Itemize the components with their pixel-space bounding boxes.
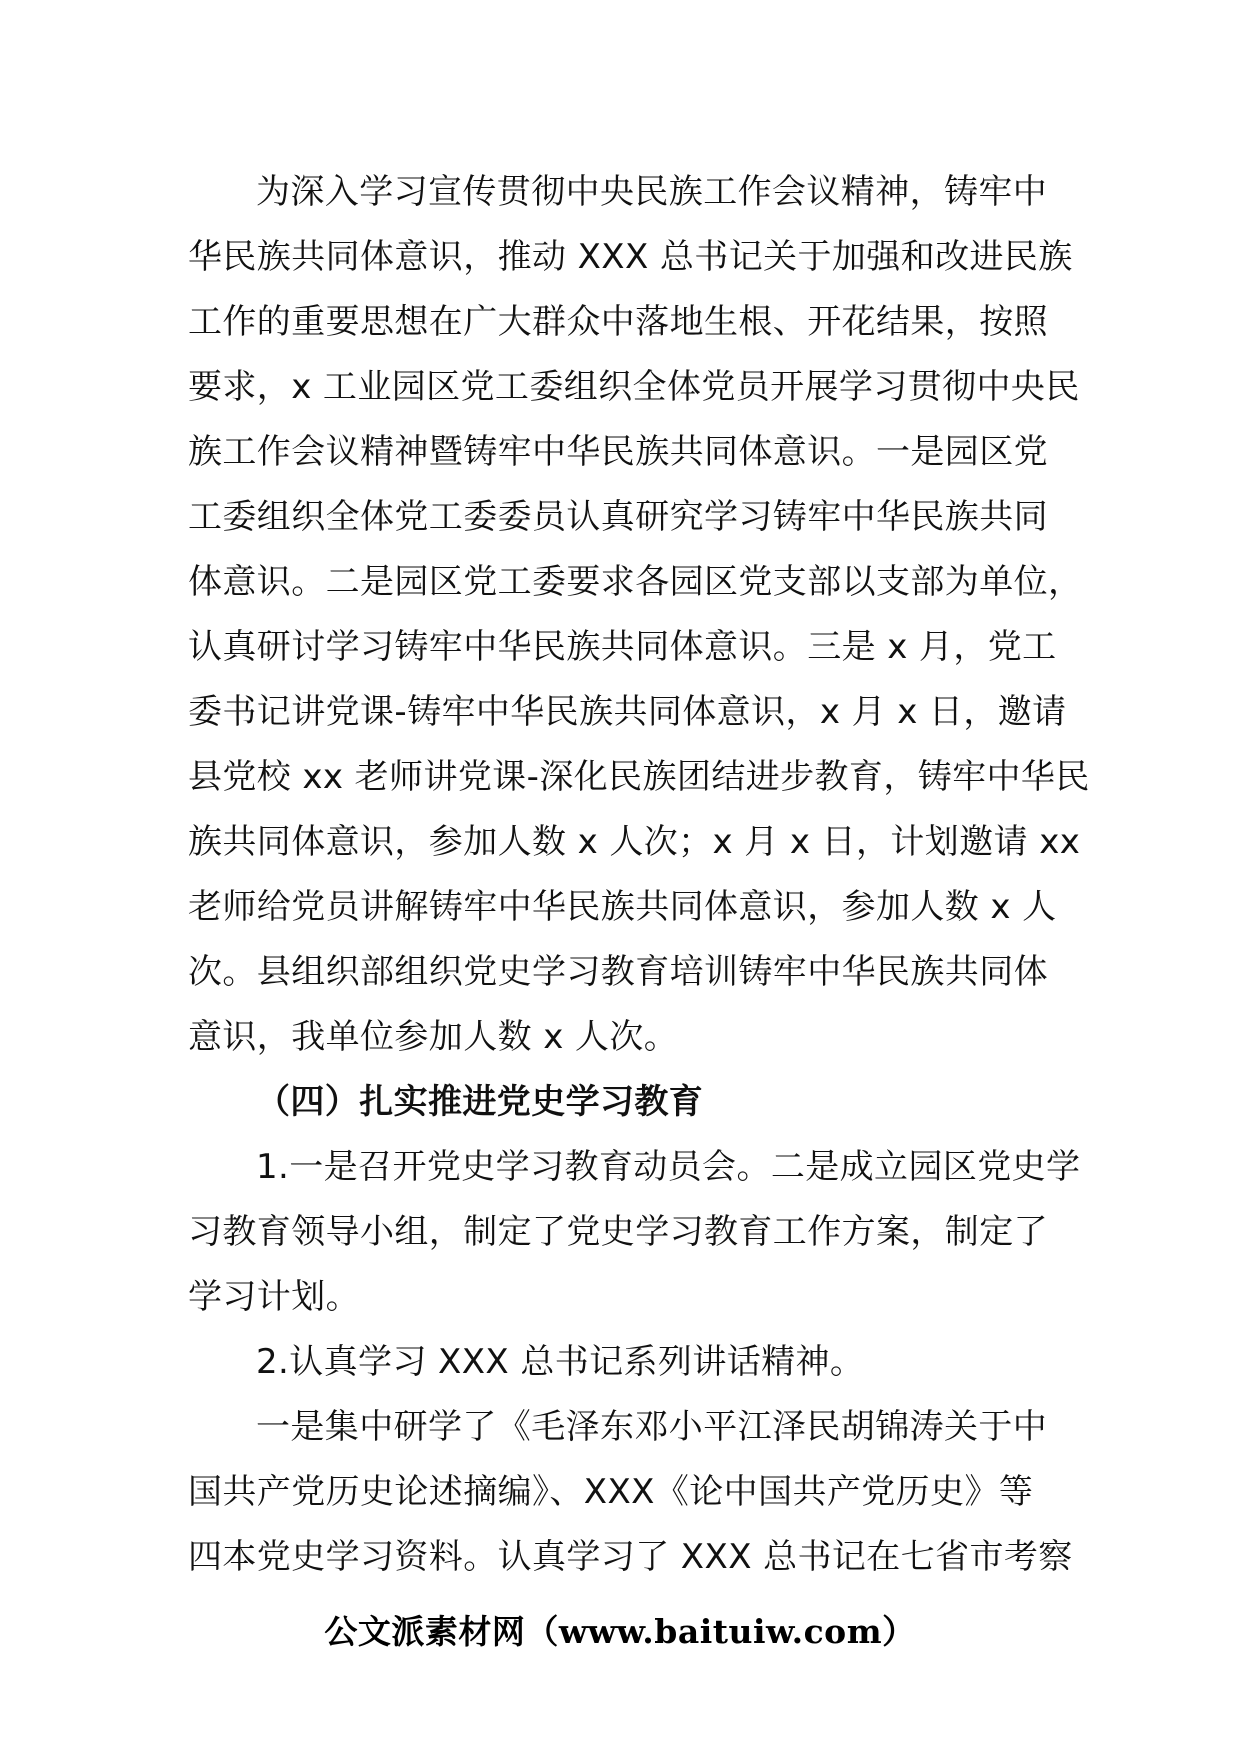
section-heading: （四）扎实推进党史学习教育: [256, 1082, 704, 1122]
text-line: 华民族共同体意识，推动 XXX 总书记关于加强和改进民族: [188, 237, 1073, 277]
footer-watermark: 公文派素材网（www.baituiw.com）: [324, 1612, 916, 1651]
text-line: 习教育领导小组，制定了党史学习教育工作方案，制定了: [188, 1212, 1048, 1252]
document-body: [188, 160, 1090, 1590]
text-line: 认真研讨学习铸牢中华民族共同体意识。三是 x 月，党工: [188, 627, 1057, 667]
text-line: 为深入学习宣传贯彻中央民族工作会议精神，铸牢中: [256, 172, 1048, 212]
text-line: 次。县组织部组织党史学习教育培训铸牢中华民族共同体: [188, 952, 1048, 992]
text-line: 族共同体意识，参加人数 x 人次；x 月 x 日，计划邀请 xx: [188, 822, 1081, 862]
text-line: 委书记讲党课-铸牢中华民族共同体意识，x 月 x 日，邀请: [188, 692, 1067, 732]
text-line: 国共产党历史论述摘编》、XXX《论中国共产党历史》等: [188, 1472, 1034, 1512]
text-line: 意识，我单位参加人数 x 人次。: [188, 1017, 679, 1057]
text-line: 体意识。二是园区党工委要求各园区党支部以支部为单位，: [188, 562, 1083, 602]
text-line: 学习计划。: [188, 1277, 360, 1317]
text-line: 工委组织全体党工委委员认真研究学习铸牢中华民族共同: [188, 497, 1048, 537]
text-line: 族工作会议精神暨铸牢中华民族共同体意识。一是园区党: [188, 432, 1048, 472]
text-line: 1.一是召开党史学习教育动员会。二是成立园区党史学: [256, 1147, 1081, 1187]
text-line: 工作的重要思想在广大群众中落地生根、开花结果，按照: [188, 302, 1048, 342]
text-line: 四本党史学习资料。认真学习了 XXX 总书记在七省市考察: [188, 1537, 1073, 1577]
text-line: 2.认真学习 XXX 总书记系列讲话精神。: [256, 1342, 865, 1382]
text-line: 一是集中研学了《毛泽东邓小平江泽民胡锦涛关于中: [256, 1407, 1048, 1447]
text-line: 县党校 xx 老师讲党课-深化民族团结进步教育，铸牢中华民: [188, 757, 1090, 797]
text-line: 老师给党员讲解铸牢中华民族共同体意识，参加人数 x 人: [188, 887, 1057, 927]
text-line: 要求，x 工业园区党工委组织全体党员开展学习贯彻中央民: [188, 367, 1080, 407]
